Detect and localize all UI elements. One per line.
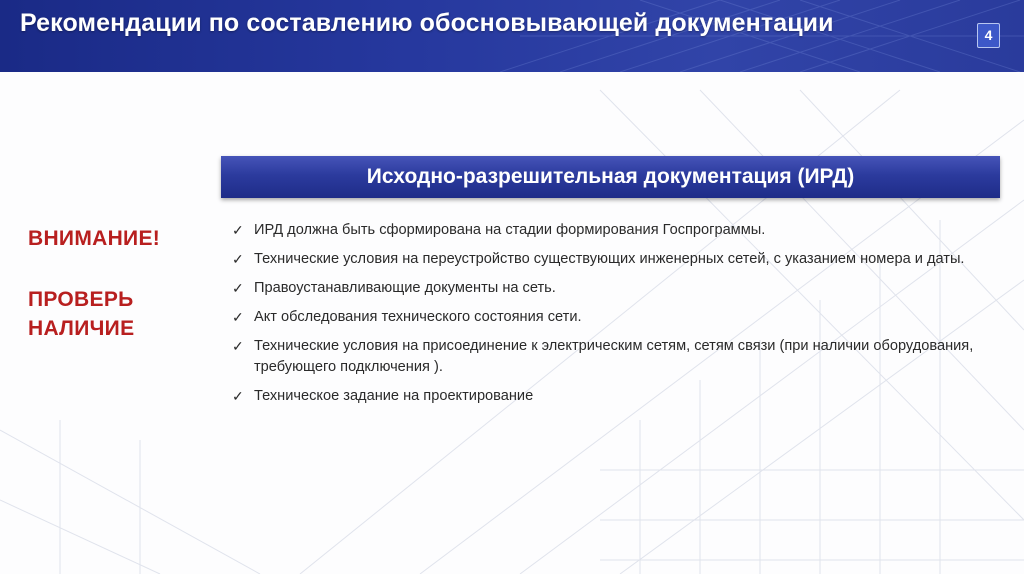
list-item-text: Технические условия на переустройство существующих инженерных сетей, с указанием номера и даты. — [254, 251, 965, 267]
list-item — [232, 249, 992, 270]
page-number-badge: 4 — [977, 23, 1000, 48]
list-item-text: Акт обследования технического состояния сети. — [254, 309, 582, 325]
header-band — [0, 0, 1024, 72]
warning-heading: ВНИМАНИЕ! — [28, 227, 161, 250]
checkmark-icon: ✓ — [232, 388, 244, 404]
list-item — [232, 220, 992, 241]
checkmark-icon: ✓ — [232, 280, 244, 296]
list-item — [232, 278, 992, 299]
warning-instruction: ПРОВЕРЬ НАЛИЧИЕ — [28, 288, 135, 340]
checklist — [232, 220, 992, 415]
page-title: Рекомендации по составлению обосновывающей документации — [20, 9, 834, 37]
list-item-text: Технические условия на присоединение к электрическим сетям, сетям связи (при наличии оборудования, требующего подключения ). — [254, 338, 974, 375]
section-banner: Исходно-разрешительная документация (ИРД) — [221, 156, 1000, 198]
checkmark-icon: ✓ — [232, 338, 244, 354]
list-item — [232, 307, 992, 328]
checkmark-icon: ✓ — [232, 222, 244, 238]
list-item — [232, 386, 992, 407]
list-item — [232, 336, 992, 378]
list-item-text: Правоустанавливающие документы на сеть. — [254, 280, 556, 296]
checkmark-icon: ✓ — [232, 251, 244, 267]
checkmark-icon: ✓ — [232, 309, 244, 325]
list-item-text: ИРД должна быть сформирована на стадии формирования Госпрограммы. — [254, 222, 766, 238]
list-item-text: Техническое задание на проектирование — [254, 388, 534, 404]
